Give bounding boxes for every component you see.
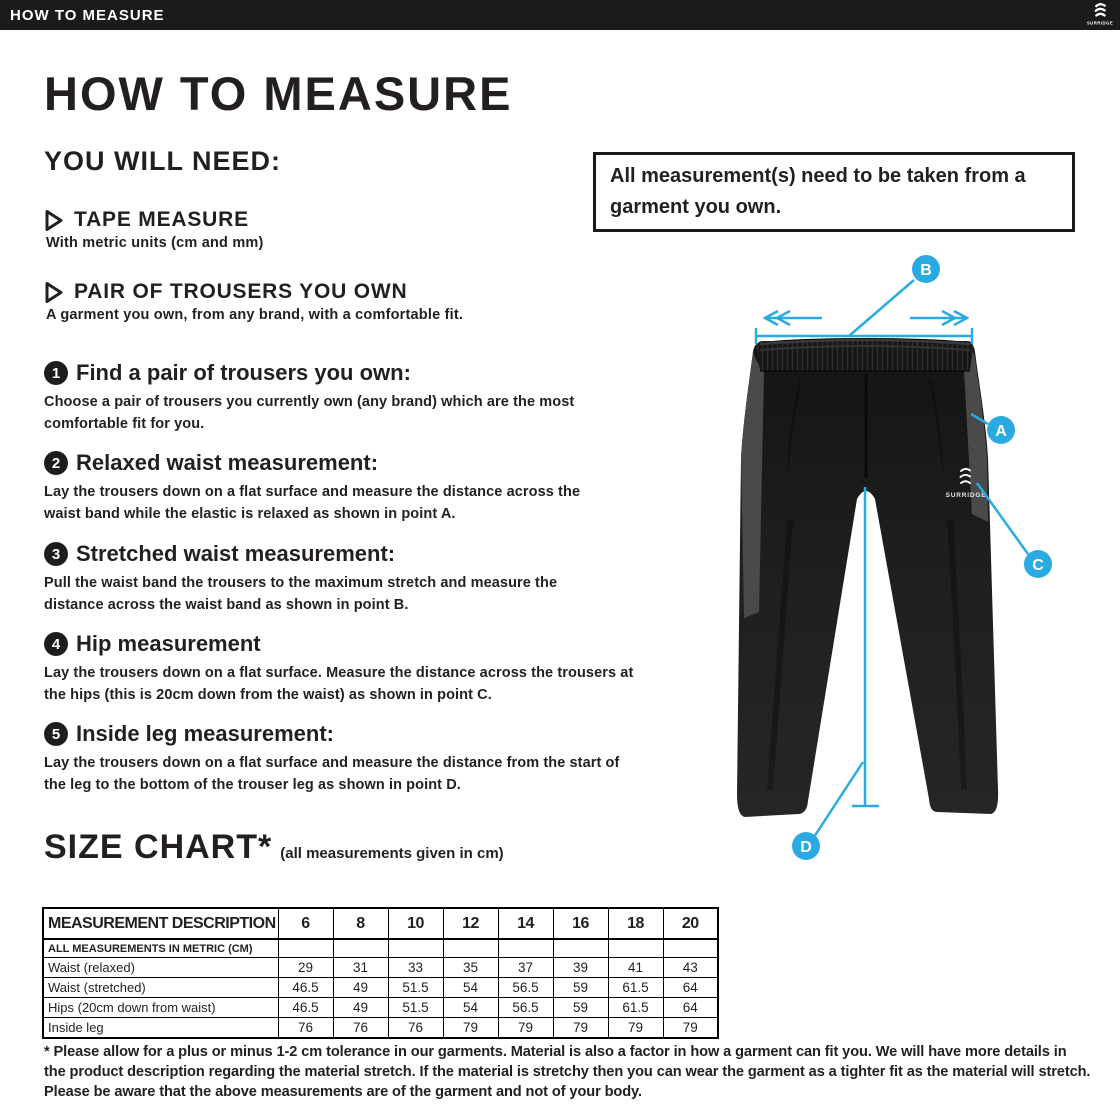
step-title: Find a pair of trousers you own: <box>76 360 411 385</box>
step-4 <box>44 631 664 707</box>
page-title: HOW TO MEASURE <box>44 67 513 120</box>
table-cell: 79 <box>498 1018 553 1039</box>
table-cell: 64 <box>663 998 718 1018</box>
table-cell: 35 <box>443 958 498 978</box>
need-item-trousers <box>44 280 664 323</box>
table-cell: 37 <box>498 958 553 978</box>
table-subheader-cell: ALL MEASUREMENTS IN METRIC (CM) <box>43 939 278 958</box>
row-waist-relaxed <box>43 958 718 978</box>
step-title: Inside leg measurement: <box>76 721 334 746</box>
row-waist-stretched <box>43 978 718 998</box>
row-inside-leg <box>43 1018 718 1039</box>
step-1 <box>44 360 664 436</box>
marker-b-label: B <box>920 262 932 279</box>
table-header-cell: 8 <box>333 908 388 939</box>
table-cell: 29 <box>278 958 333 978</box>
table-cell: 49 <box>333 978 388 998</box>
table-header-cell: MEASUREMENT DESCRIPTION <box>43 908 278 939</box>
table-cell: 33 <box>388 958 443 978</box>
notice-box <box>593 152 1075 232</box>
table-header-cell: 14 <box>498 908 553 939</box>
table-cell: 76 <box>388 1018 443 1039</box>
table-cell: 79 <box>443 1018 498 1039</box>
row-label: Waist (stretched) <box>43 978 278 998</box>
table-cell: 59 <box>553 978 608 998</box>
top-bar <box>0 0 1120 30</box>
size-chart-subtitle: (all measurements given in cm) <box>280 845 504 862</box>
size-chart-title: SIZE CHART* <box>44 828 273 866</box>
step-title: Hip measurement <box>76 631 261 656</box>
step-number-badge: 5 <box>44 722 68 746</box>
step-title: Stretched waist measurement: <box>76 541 396 566</box>
table-cell: 54 <box>443 998 498 1018</box>
table-cell: 39 <box>553 958 608 978</box>
you-will-need-heading: YOU WILL NEED: <box>44 146 282 176</box>
step-body: Choose a pair of trousers you currently own (any brand) which are the most comfortable fit for you. <box>44 394 575 432</box>
step-number-badge: 1 <box>44 361 68 385</box>
need-item-subtitle: A garment you own, from any brand, with a comfortable fit. <box>46 307 464 323</box>
table-subheader-row <box>43 939 718 958</box>
table-cell: 46.5 <box>278 998 333 1018</box>
table-header-row <box>43 908 718 939</box>
triangle-bullet-icon <box>44 281 64 304</box>
size-chart-heading <box>44 828 504 867</box>
step-title: Relaxed waist measurement: <box>76 450 379 475</box>
surridge-logo-icon <box>1086 1 1120 29</box>
row-label: Hips (20cm down from waist) <box>43 998 278 1018</box>
table-cell: 54 <box>443 978 498 998</box>
need-item-title: TAPE MEASURE <box>74 208 249 231</box>
table-cell: 59 <box>553 998 608 1018</box>
table-cell: 31 <box>333 958 388 978</box>
table-header-cell: 16 <box>553 908 608 939</box>
table-header-cell: 20 <box>663 908 718 939</box>
trousers-image <box>737 338 998 817</box>
table-cell: 64 <box>663 978 718 998</box>
table-header-cell: 6 <box>278 908 333 939</box>
marker-c-label: C <box>1032 557 1044 574</box>
table-cell: 51.5 <box>388 978 443 998</box>
table-cell: 79 <box>663 1018 718 1039</box>
table-header-cell: 12 <box>443 908 498 939</box>
table-cell: 51.5 <box>388 998 443 1018</box>
table-cell: 61.5 <box>608 978 663 998</box>
table-cell: 46.5 <box>278 978 333 998</box>
row-label: Waist (relaxed) <box>43 958 278 978</box>
footnote: * Please allow for a plus or minus 1-2 cm tolerance in our garments. Material is also a factor in how a garment can fit you. We will have more details in the product description regarding the material stretch. If the material is stretchy then you can wear the garment as a tighter fit as the material will stretch. Please be aware that the above measurements are of the garment and not of your body. <box>44 1044 1091 1101</box>
notice-text: All measurement(s) need to be taken from a garment you own. <box>610 165 1026 218</box>
window-title: HOW TO MEASURE <box>10 6 165 24</box>
table-header-cell: 10 <box>388 908 443 939</box>
marker-d-label: D <box>800 839 812 856</box>
table-cell: 43 <box>663 958 718 978</box>
step-body: Lay the trousers down on a flat surface. Measure the distance across the trousers at the hips (this is 20cm down from the waist) as shown in point C. <box>44 665 634 703</box>
step-2 <box>44 450 664 526</box>
trousers-measurement-diagram <box>700 245 1120 885</box>
table-cell: 56.5 <box>498 998 553 1018</box>
table-cell: 76 <box>333 1018 388 1039</box>
step-3 <box>44 541 664 617</box>
table-cell: 49 <box>333 998 388 1018</box>
table-cell: 79 <box>608 1018 663 1039</box>
step-number-badge: 4 <box>44 632 68 656</box>
need-item-title: PAIR OF TROUSERS YOU OWN <box>74 280 408 303</box>
step-body: Lay the trousers down on a flat surface and measure the distance across the waist band while the elastic is relaxed as shown in point A. <box>44 484 581 522</box>
triangle-bullet-icon <box>44 209 64 232</box>
marker-a-label: A <box>995 423 1007 440</box>
table-cell: 61.5 <box>608 998 663 1018</box>
step-body: Pull the waist band the trousers to the maximum stretch and measure the distance across the waist band as shown in point B. <box>44 575 558 613</box>
table-cell: 41 <box>608 958 663 978</box>
table-cell: 56.5 <box>498 978 553 998</box>
need-item-tape-measure <box>44 208 664 251</box>
step-5 <box>44 721 664 797</box>
table-cell: 79 <box>553 1018 608 1039</box>
row-hips <box>43 998 718 1018</box>
row-label: Inside leg <box>43 1018 278 1039</box>
table-cell: 76 <box>278 1018 333 1039</box>
step-number-badge: 3 <box>44 542 68 566</box>
surridge-pants-logo-text: SURRIDGE <box>945 492 987 499</box>
step-number-badge: 2 <box>44 451 68 475</box>
size-chart-table <box>42 907 719 1039</box>
need-item-subtitle: With metric units (cm and mm) <box>46 235 264 251</box>
step-body: Lay the trousers down on a flat surface and measure the distance from the start of the leg to the bottom of the trouser leg as shown in point D. <box>44 755 620 793</box>
surridge-logo-text: SURRIDGE <box>1086 20 1114 26</box>
table-header-cell: 18 <box>608 908 663 939</box>
